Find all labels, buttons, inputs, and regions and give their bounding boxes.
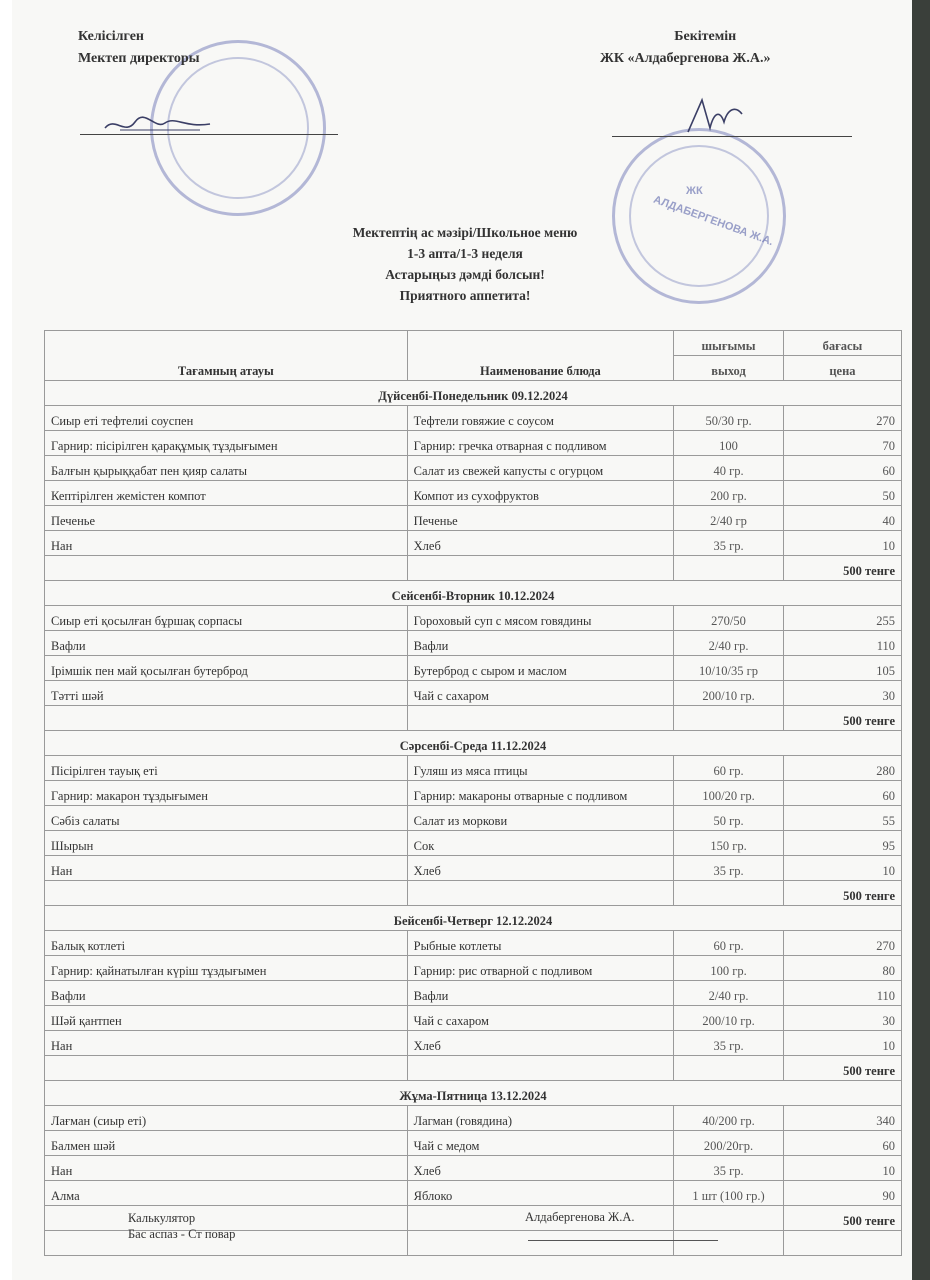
dish-name-kz: Балғын қырыққабат пен қияр салаты — [45, 456, 408, 481]
day-header-row — [45, 906, 902, 931]
dish-name-ru: Рыбные котлеты — [407, 931, 674, 956]
dish-name-ru: Вафли — [407, 631, 674, 656]
dish-yield: 200/10 гр. — [674, 1006, 784, 1031]
dish-name-kz: Гарнир: макарон тұздығымен — [45, 781, 408, 806]
dish-yield: 35 гр. — [674, 856, 784, 881]
dish-yield: 2/40 гр. — [674, 981, 784, 1006]
dish-yield: 270/50 — [674, 606, 784, 631]
header-price-ru: цена — [783, 356, 901, 381]
dish-name-kz: Шырын — [45, 831, 408, 856]
header-yield-ru: выход — [674, 356, 784, 381]
dish-yield: 2/40 гр. — [674, 631, 784, 656]
footer-roles — [128, 1210, 235, 1242]
dish-price: 80 — [783, 956, 901, 981]
menu-item-row — [45, 856, 902, 881]
header-name-kz: Тағамның атауы — [45, 331, 408, 381]
day-title: Сәрсенбі-Среда 11.12.2024 — [45, 731, 902, 756]
day-title: Бейсенбі-Четверг 12.12.2024 — [45, 906, 902, 931]
menu-item-row — [45, 756, 902, 781]
approve-block — [600, 26, 770, 70]
empty-cell — [407, 556, 674, 581]
dish-name-ru: Хлеб — [407, 856, 674, 881]
agreed-role: Мектеп директоры — [78, 51, 200, 66]
dish-name-ru: Печенье — [407, 506, 674, 531]
dish-yield: 200/20гр. — [674, 1131, 784, 1156]
dish-price: 60 — [783, 1131, 901, 1156]
dish-name-ru: Чай с сахаром — [407, 681, 674, 706]
dish-name-ru: Лагман (говядина) — [407, 1106, 674, 1131]
dish-price: 60 — [783, 456, 901, 481]
menu-item-row — [45, 1156, 902, 1181]
empty-cell — [674, 1206, 784, 1231]
dish-name-kz: Гарнир: пісірілген қарақұмық тұздығымен — [45, 431, 408, 456]
dish-name-ru: Бутерброд с сыром и маслом — [407, 656, 674, 681]
menu-item-row — [45, 681, 902, 706]
day-header-row — [45, 1081, 902, 1106]
dish-name-ru: Хлеб — [407, 1156, 674, 1181]
menu-item-row — [45, 481, 902, 506]
menu-item-row — [45, 806, 902, 831]
dish-price: 340 — [783, 1106, 901, 1131]
director-signature-line — [80, 134, 338, 135]
dish-name-kz: Лағман (сиыр еті) — [45, 1106, 408, 1131]
menu-item-row — [45, 506, 902, 531]
seal-code-text: ЖК — [686, 185, 703, 197]
approver-signature — [680, 92, 750, 142]
footer-signature-line — [528, 1240, 718, 1241]
dish-price: 10 — [783, 1156, 901, 1181]
menu-table — [44, 330, 902, 1256]
menu-item-row — [45, 781, 902, 806]
dish-yield: 2/40 гр — [674, 506, 784, 531]
dish-yield: 60 гр. — [674, 756, 784, 781]
menu-item-row — [45, 656, 902, 681]
title-line-1: Мектептің ас мәзірі/Школьное меню — [352, 225, 578, 240]
menu-item-row — [45, 831, 902, 856]
dish-name-kz: Тәтті шәй — [45, 681, 408, 706]
title-line-4: Приятного аппетита! — [399, 288, 531, 303]
dish-name-ru: Компот из сухофруктов — [407, 481, 674, 506]
day-total: 500 тенге — [783, 706, 901, 731]
dish-yield: 1 шт (100 гр.) — [674, 1181, 784, 1206]
header-name-ru: Наименование блюда — [407, 331, 674, 381]
dish-name-kz: Вафли — [45, 631, 408, 656]
day-total: 500 тенге — [783, 1056, 901, 1081]
day-total-row — [45, 881, 902, 906]
footer-name: Алдабергенова Ж.А. — [525, 1210, 635, 1224]
dish-name-ru: Салат из моркови — [407, 806, 674, 831]
menu-item-row — [45, 1006, 902, 1031]
dish-name-kz: Ірімшік пен май қосылған бутерброд — [45, 656, 408, 681]
seal-name-text: АЛДАБЕРГЕНОВА Ж.А. — [651, 193, 775, 249]
dish-price: 95 — [783, 831, 901, 856]
day-total: 500 тенге — [783, 1206, 901, 1231]
dish-yield: 200 гр. — [674, 481, 784, 506]
dish-name-kz: Балмен шәй — [45, 1131, 408, 1156]
empty-cell — [674, 556, 784, 581]
menu-item-row — [45, 406, 902, 431]
day-header-row — [45, 581, 902, 606]
empty-cell — [45, 1056, 408, 1081]
dish-yield: 40 гр. — [674, 456, 784, 481]
dish-price: 30 — [783, 1006, 901, 1031]
dish-name-ru: Яблоко — [407, 1181, 674, 1206]
title-line-2: 1-3 апта/1-3 неделя — [407, 246, 523, 261]
empty-cell — [407, 1231, 674, 1256]
dish-name-kz: Гарнир: қайнатылған күріш тұздығымен — [45, 956, 408, 981]
menu-item-row — [45, 606, 902, 631]
menu-item-row — [45, 1131, 902, 1156]
dish-price: 40 — [783, 506, 901, 531]
dish-name-kz: Пісірілген тауық еті — [45, 756, 408, 781]
dish-name-ru: Хлеб — [407, 1031, 674, 1056]
empty-cell — [407, 881, 674, 906]
table-header-row — [45, 331, 902, 356]
header-price-kz: бағасы — [783, 331, 901, 356]
dish-yield: 100 — [674, 431, 784, 456]
day-total: 500 тенге — [783, 881, 901, 906]
menu-item-row — [45, 531, 902, 556]
menu-item-row — [45, 631, 902, 656]
dish-name-ru: Хлеб — [407, 531, 674, 556]
dish-name-kz: Печенье — [45, 506, 408, 531]
dish-yield: 50/30 гр. — [674, 406, 784, 431]
empty-cell — [783, 1231, 901, 1256]
dish-price: 60 — [783, 781, 901, 806]
menu-item-row — [45, 1031, 902, 1056]
dish-name-kz: Сәбіз салаты — [45, 806, 408, 831]
dish-price: 10 — [783, 1031, 901, 1056]
empty-cell — [674, 1231, 784, 1256]
dish-yield: 200/10 гр. — [674, 681, 784, 706]
dish-name-ru: Гарнир: гречка отварная с подливом — [407, 431, 674, 456]
empty-cell — [407, 1056, 674, 1081]
dish-price: 105 — [783, 656, 901, 681]
dish-price: 110 — [783, 631, 901, 656]
dish-name-kz: Нан — [45, 1031, 408, 1056]
dish-name-kz: Нан — [45, 531, 408, 556]
day-header-row — [45, 731, 902, 756]
dish-price: 70 — [783, 431, 901, 456]
day-total: 500 тенге — [783, 556, 901, 581]
header-yield-kz: шығымы — [674, 331, 784, 356]
dish-yield: 100 гр. — [674, 956, 784, 981]
background-edge — [912, 0, 930, 1280]
dish-yield: 100/20 гр. — [674, 781, 784, 806]
dish-price: 280 — [783, 756, 901, 781]
dish-price: 255 — [783, 606, 901, 631]
title-line-3: Астарыңыз дәмді болсын! — [385, 267, 545, 282]
dish-yield: 40/200 гр. — [674, 1106, 784, 1131]
day-total-row — [45, 556, 902, 581]
dish-name-ru: Гарнир: макароны отварные с подливом — [407, 781, 674, 806]
dish-name-kz: Нан — [45, 1156, 408, 1181]
dish-yield: 35 гр. — [674, 1156, 784, 1181]
dish-yield: 50 гр. — [674, 806, 784, 831]
day-title: Сейсенбі-Вторник 10.12.2024 — [45, 581, 902, 606]
agreed-block — [78, 26, 200, 70]
dish-name-kz: Кептірілген жемістен компот — [45, 481, 408, 506]
dish-name-kz: Сиыр еті қосылған бұршақ сорпасы — [45, 606, 408, 631]
empty-cell — [674, 706, 784, 731]
empty-cell — [674, 881, 784, 906]
dish-price: 50 — [783, 481, 901, 506]
dish-price: 90 — [783, 1181, 901, 1206]
dish-price: 270 — [783, 931, 901, 956]
dish-name-kz: Алма — [45, 1181, 408, 1206]
day-total-row — [45, 1056, 902, 1081]
dish-price: 10 — [783, 856, 901, 881]
dish-yield: 35 гр. — [674, 1031, 784, 1056]
dish-name-ru: Сок — [407, 831, 674, 856]
footer-role-chef: Бас аспаз - Ст повар — [128, 1227, 236, 1241]
menu-item-row — [45, 1106, 902, 1131]
dish-name-ru: Чай с сахаром — [407, 1006, 674, 1031]
dish-name-ru: Чай с медом — [407, 1131, 674, 1156]
dish-name-ru: Гарнир: рис отварной с подливом — [407, 956, 674, 981]
empty-cell — [45, 556, 408, 581]
dish-name-kz: Шәй қантпен — [45, 1006, 408, 1031]
dish-name-kz: Сиыр еті тефтелиі соуспен — [45, 406, 408, 431]
menu-item-row — [45, 1181, 902, 1206]
approve-label: Бекітемін — [674, 29, 737, 44]
agreed-label: Келісілген — [78, 29, 144, 44]
dish-price: 10 — [783, 531, 901, 556]
dish-name-ru: Тефтели говяжие с соусом — [407, 406, 674, 431]
dish-yield: 150 гр. — [674, 831, 784, 856]
day-header-row — [45, 381, 902, 406]
dish-name-ru: Салат из свежей капусты с огурцом — [407, 456, 674, 481]
dish-price: 270 — [783, 406, 901, 431]
dish-name-kz: Вафли — [45, 981, 408, 1006]
menu-title — [250, 222, 680, 306]
approve-name: ЖК «Алдабергенова Ж.А.» — [600, 51, 771, 66]
dish-price: 30 — [783, 681, 901, 706]
empty-cell — [45, 706, 408, 731]
dish-name-ru: Вафли — [407, 981, 674, 1006]
day-total-row — [45, 706, 902, 731]
menu-item-row — [45, 981, 902, 1006]
empty-cell — [674, 1056, 784, 1081]
approver-signature-line — [612, 136, 852, 137]
dish-yield: 10/10/35 гр — [674, 656, 784, 681]
dish-name-ru: Гуляш из мяса птицы — [407, 756, 674, 781]
day-title: Жұма-Пятница 13.12.2024 — [45, 1081, 902, 1106]
dish-name-ru: Гороховый суп с мясом говядины — [407, 606, 674, 631]
menu-item-row — [45, 456, 902, 481]
empty-cell — [45, 881, 408, 906]
menu-item-row — [45, 931, 902, 956]
menu-table-body — [45, 381, 902, 1256]
footer-role-calculator: Калькулятор — [128, 1211, 196, 1225]
empty-cell — [407, 706, 674, 731]
dish-yield: 35 гр. — [674, 531, 784, 556]
menu-item-row — [45, 956, 902, 981]
dish-name-kz: Нан — [45, 856, 408, 881]
dish-price: 55 — [783, 806, 901, 831]
menu-item-row — [45, 431, 902, 456]
dish-name-kz: Балық котлеті — [45, 931, 408, 956]
dish-yield: 60 гр. — [674, 931, 784, 956]
dish-price: 110 — [783, 981, 901, 1006]
day-title: Дүйсенбі-Понедельник 09.12.2024 — [45, 381, 902, 406]
